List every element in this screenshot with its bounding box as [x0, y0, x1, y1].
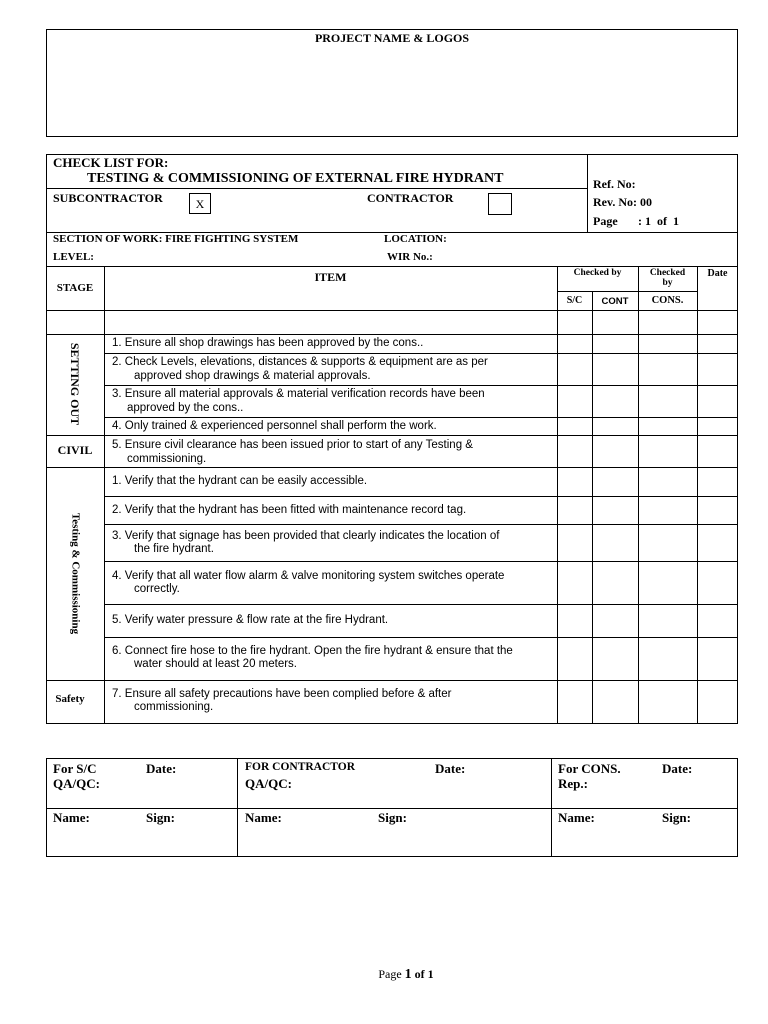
- item-setting-2-cont: approved shop drawings & material approvals.: [134, 370, 371, 382]
- col-cons: CONS.: [651, 295, 684, 306]
- stage-testing-commissioning: Testing & Commissioning: [69, 512, 82, 635]
- subcontractor-checkbox[interactable]: [189, 193, 211, 214]
- signoff-sc-qaqc: QA/QC:: [53, 776, 100, 791]
- item-safety-7-cont: commissioning.: [134, 701, 214, 713]
- item-testing-3-cont: the fire hydrant.: [134, 543, 214, 555]
- page-footer: [0, 967, 768, 983]
- item-testing-3: 3. Verify that signage has been provided that clearly indicates the location of: [112, 530, 500, 542]
- signoff-sc-date: Date:: [146, 761, 177, 776]
- signoff-cons-date: Date:: [662, 761, 693, 776]
- col-checked-by-cons: Checked by: [649, 268, 686, 288]
- footer-page-total: of 1: [414, 967, 434, 981]
- signoff-cons-for: For CONS.: [558, 761, 621, 776]
- signoff-cons-name: Name:: [558, 810, 595, 825]
- item-testing-4: 4. Verify that all water flow alarm & valve monitoring system switches operate: [112, 570, 505, 582]
- stage-civil: CIVIL: [57, 443, 93, 457]
- item-testing-6: 6. Connect fire hose to the fire hydrant. Open the fire hydrant & ensure that the: [112, 645, 513, 657]
- item-civil-5-cont: commissioning.: [127, 453, 207, 465]
- contractor-checkbox[interactable]: [488, 193, 512, 215]
- wir-no-label: WIR No.:: [387, 251, 433, 263]
- item-testing-6-cont: water should at least 20 meters.: [134, 658, 297, 670]
- signoff-contractor-sign: Sign:: [378, 810, 407, 825]
- signoff-contractor-qaqc: QA/QC:: [245, 776, 292, 791]
- item-testing-1: 1. Verify that the hydrant can be easily accessible.: [112, 475, 368, 487]
- col-checked-by: Checked by: [573, 268, 622, 278]
- col-stage: STAGE: [56, 282, 94, 294]
- signoff-contractor-for: FOR CONTRACTOR: [245, 761, 356, 773]
- signoff-cons-rep: Rep.:: [558, 776, 588, 791]
- col-item: ITEM: [314, 270, 347, 284]
- section-of-work: SECTION OF WORK: FIRE FIGHTING SYSTEM: [53, 233, 299, 245]
- rev-no: Rev. No: 00: [593, 195, 652, 209]
- item-setting-3: 3. Ensure all material approvals & material verification records have been: [112, 388, 485, 400]
- signoff-cons-sign: Sign:: [662, 810, 691, 825]
- checklist-label: CHECK LIST FOR:: [53, 155, 169, 170]
- signoff-sc-name: Name:: [53, 810, 90, 825]
- location-label: LOCATION:: [384, 233, 447, 245]
- item-setting-2: 2. Check Levels, elevations, distances & supports & equipment are as per: [112, 356, 488, 368]
- page-label: Page: [593, 214, 618, 228]
- col-date: Date: [707, 268, 728, 279]
- ref-no: Ref. No:: [593, 177, 636, 191]
- item-setting-1: 1. Ensure all shop drawings has been approved by the cons..: [112, 337, 424, 349]
- level-label: LEVEL:: [53, 251, 94, 263]
- subcontractor-checkbox-mark: X: [195, 197, 205, 211]
- footer-page-word: Page: [378, 967, 402, 981]
- project-name-logos: PROJECT NAME & LOGOS: [314, 31, 470, 45]
- footer-page-number: 1: [404, 967, 412, 982]
- project-header-box: [46, 29, 738, 137]
- signoff-sc-for: For S/C: [53, 761, 97, 776]
- contractor-label: CONTRACTOR: [367, 191, 454, 205]
- item-testing-4-cont: correctly.: [134, 583, 180, 595]
- item-testing-2: 2. Verify that the hydrant has been fitted with maintenance record tag.: [112, 504, 467, 516]
- signoff-contractor-name: Name:: [245, 810, 282, 825]
- subcontractor-label: SUBCONTRACTOR: [53, 191, 163, 205]
- stage-setting-out: SETTING OUT: [68, 342, 82, 426]
- item-safety-7: 7. Ensure all safety precautions have been complied before & after: [112, 688, 452, 700]
- signoff-sc-sign: Sign:: [146, 810, 175, 825]
- item-testing-5: 5. Verify water pressure & flow rate at the fire Hydrant.: [112, 614, 389, 626]
- stage-safety: Safety: [55, 693, 85, 705]
- item-setting-3-cont: approved by the cons..: [127, 402, 244, 414]
- signoff-contractor-date: Date:: [435, 761, 466, 776]
- page-value: : 1 of 1: [638, 214, 679, 228]
- col-sc: S/C: [566, 295, 583, 306]
- item-civil-5: 5. Ensure civil clearance has been issued prior to start of any Testing &: [112, 439, 473, 451]
- checklist-title: TESTING & COMMISSIONING OF EXTERNAL FIRE HYDRANT: [87, 171, 504, 186]
- col-cont: CONT: [601, 296, 629, 307]
- item-setting-4: 4. Only trained & experienced personnel shall perform the work.: [112, 420, 437, 432]
